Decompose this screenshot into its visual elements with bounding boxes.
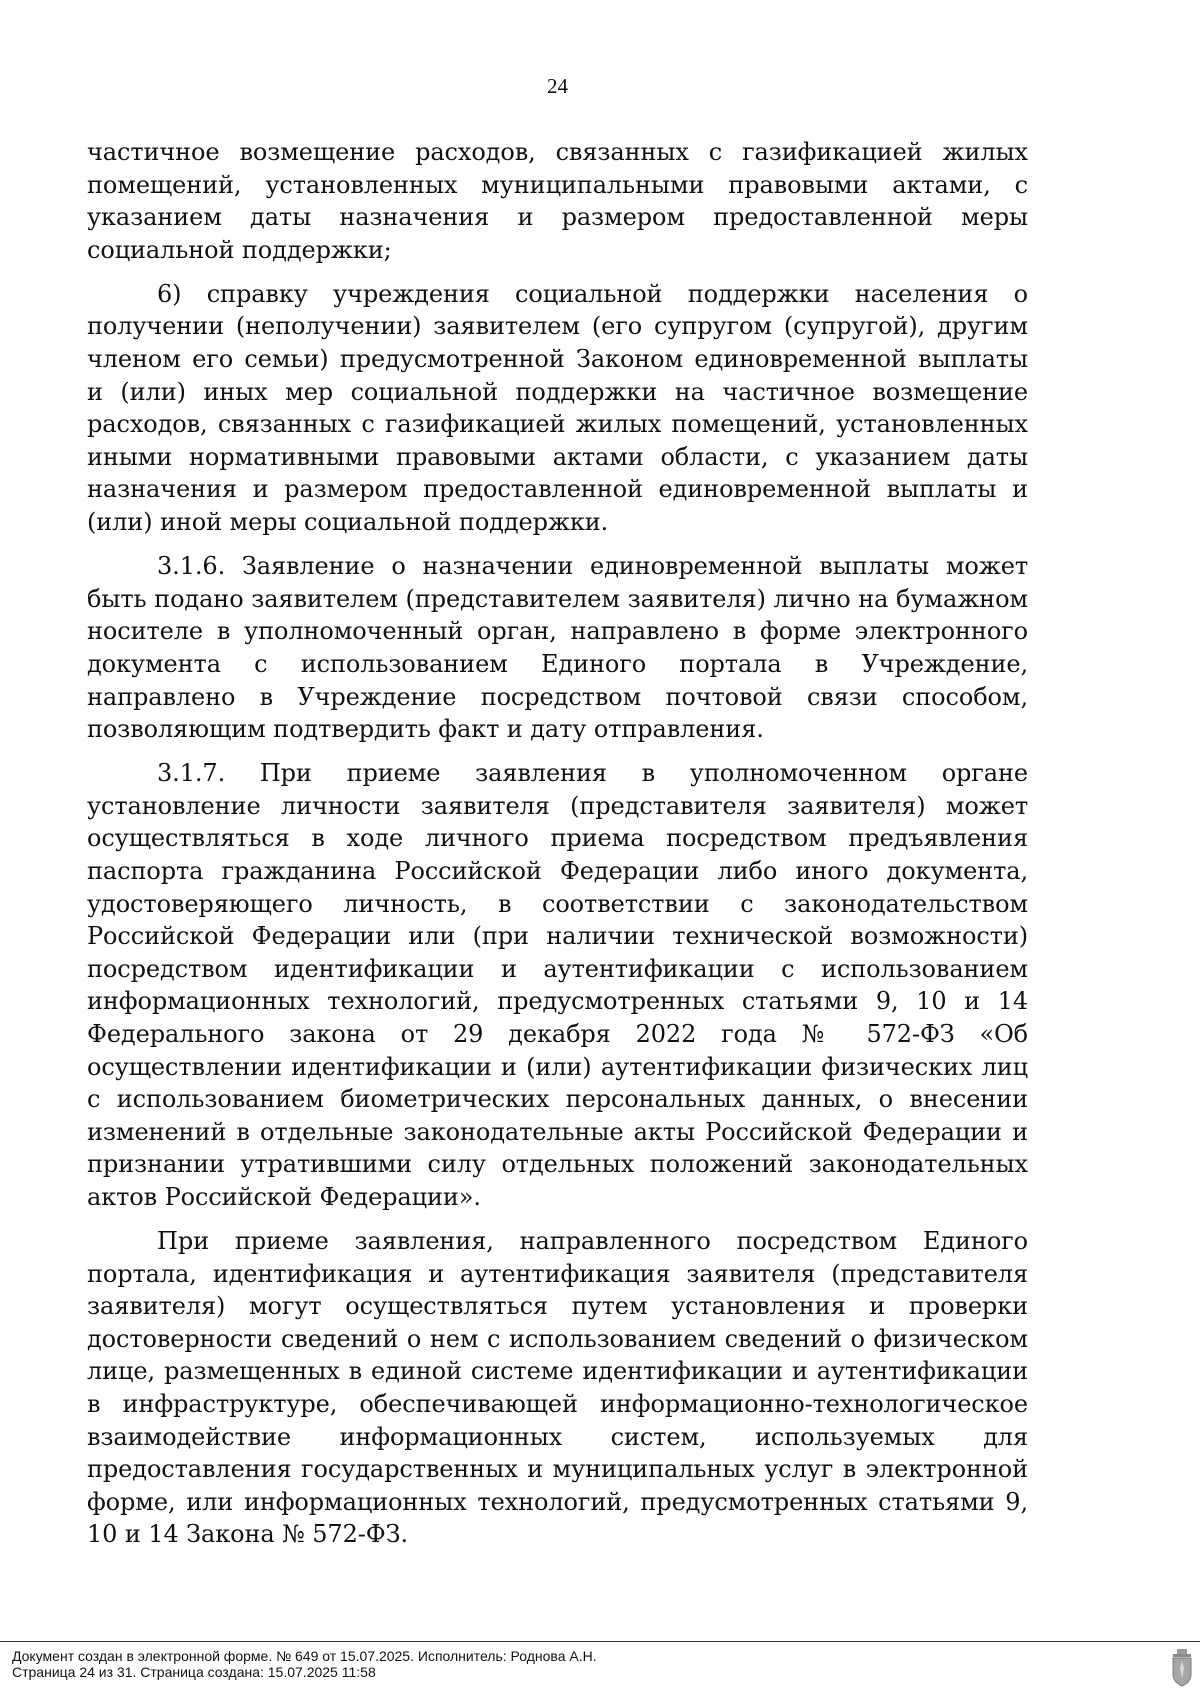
document-body — [87, 136, 1028, 1562]
page-number: 24 — [547, 74, 568, 98]
footer-page-info: Страница 24 из 31. Страница создана: 15.07.2025 11:58 — [12, 1664, 376, 1680]
document-footer — [12, 1648, 597, 1680]
paragraph-portal-identification: При приеме заявления, направленного посредством Единого портала, идентификация и аутентификация заявителя (представителя заявителя) могут осуществляться путем установления и проверки достоверности сведений о нем с использованием сведений о физическом лице, размещенных в единой системе идентификации и аутентификации в инфраструктуре, обеспечивающей информационно-технологическое взаимодействие информационных систем, используемых для предоставления государственных и муниципальных услуг в электронной форме, или информационных технологий, предусмотренных статьями 9, 10 и 14 Закона № 572-ФЗ. — [87, 1227, 1028, 1549]
footer-document-info: Документ создан в электронной форме. № 649 от 15.07.2025. Исполнитель: Роднова А.Н. — [12, 1648, 597, 1664]
paragraph-continuation: частичное возмещение расходов, связанных с газификацией жилых помещений, установленных муниципальными правовыми актами, с указанием даты назначения и размером предоставленной меры социальной поддержки; — [87, 138, 1028, 264]
footer-divider — [0, 1641, 1200, 1642]
coat-of-arms-icon — [1170, 1648, 1194, 1688]
paragraph-3-1-7: 3.1.7. При приеме заявления в уполномоченном органе установление личности заявителя (представителя заявителя) может осуществляться в ходе личного приема посредством предъявления паспорта гражданина Российской Федерации либо иного документа, удостоверяющего личность, в соответствии с законодательством Российской Федерации или (при наличии технической возможности) посредством идентификации и аутентификации с использованием информационных технологий, предусмотренных статьями 9, 10 и 14 Федерального закона от 29 декабря 2022 года № 572-ФЗ «Об осуществлении идентификации и (или) аутентификации физических лиц с использованием биометрических персональных данных, о внесении изменений в отдельные законодательные акты Российской Федерации и признании утратившими силу отдельных положений законодательных актов Российской Федерации». — [87, 759, 1028, 1211]
paragraph-3-1-6: 3.1.6. Заявление о назначении единовременной выплаты может быть подано заявителем (представителем заявителя) лично на бумажном носителе в уполномоченный орган, направлено в форме электронного документа с использованием Единого портала в Учреждение, направлено в Учреждение посредством почтовой связи способом, позволяющим подтвердить факт и дату отправления. — [87, 552, 1028, 744]
paragraph-item-6: 6) справку учреждения социальной поддержки населения о получении (неполучении) заявителем (его супругом (супругой), другим членом его семьи) предусмотренной Законом единовременной выплаты и (или) иных мер социальной поддержки на частичное возмещение расходов, связанных с газификацией жилых помещений, установленных иными нормативными правовыми актами области, с указанием даты назначения и размером предоставленной единовременной выплаты и (или) иной меры социальной поддержки. — [87, 279, 1028, 537]
